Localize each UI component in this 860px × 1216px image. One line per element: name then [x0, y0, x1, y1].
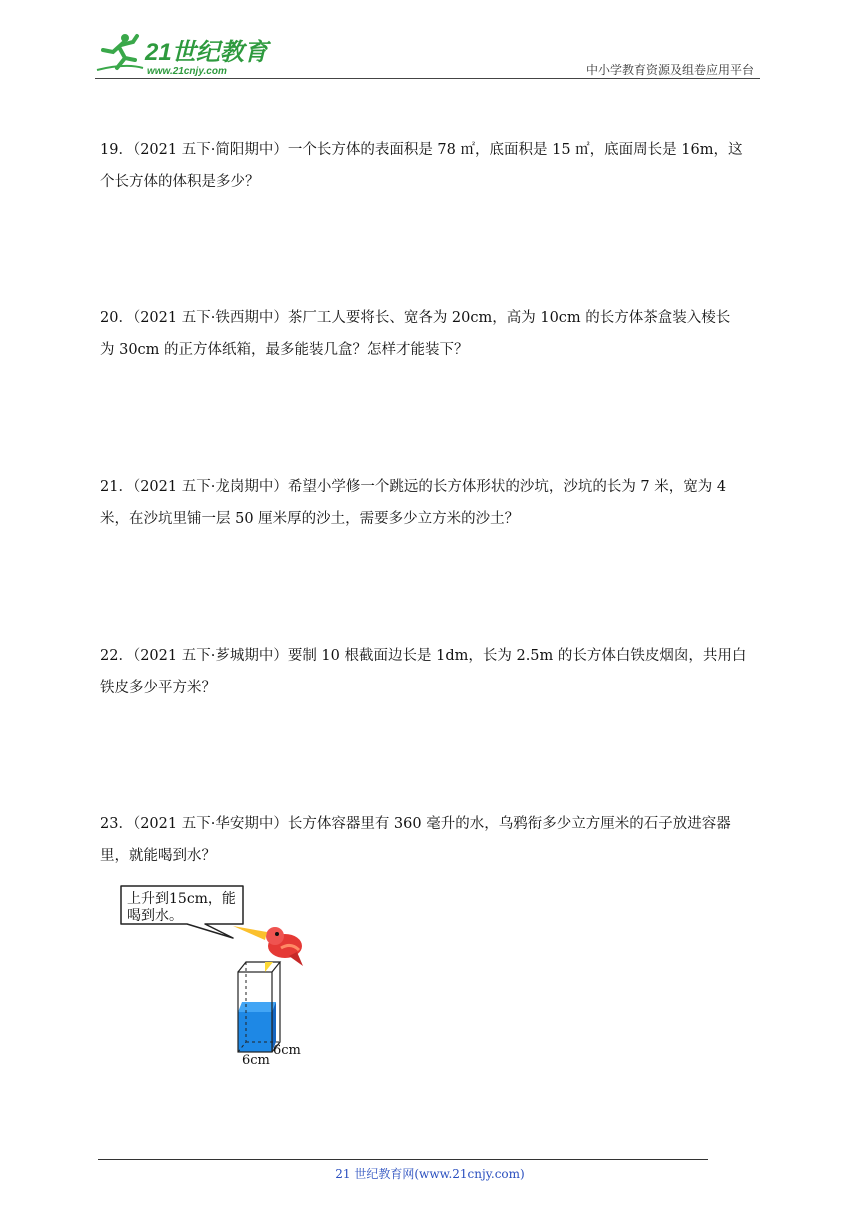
question-text-line: 为 30cm 的正方体纸箱，最多能装几盒？怎样才能装下？: [100, 342, 469, 358]
header-divider: [95, 78, 760, 79]
page-header: [95, 30, 760, 80]
question-20: [100, 302, 765, 366]
page-footer: 21 世纪教育网(www.21cnjy.com): [335, 1167, 525, 1181]
question-text-line: 个长方体的体积是多少？: [100, 174, 260, 190]
crow-container-figure: [115, 880, 315, 1070]
front-dimension-label: 6cm: [242, 1053, 270, 1068]
container-prism: [238, 962, 280, 1052]
question-22: [100, 640, 765, 704]
question-21: [100, 471, 765, 535]
speech-bubble: [121, 886, 243, 938]
logo-url: www.21cnjy.com: [147, 66, 227, 77]
crow-icon: [233, 926, 303, 966]
bubble-text-line1: 上升到15cm，能: [127, 891, 236, 907]
question-text-line: 里，就能喝到水？: [100, 848, 216, 864]
question-text-line: 铁皮多少平方米？: [100, 680, 216, 696]
header-tagline: 中小学教育资源及组卷应用平台: [585, 63, 754, 77]
question-23: [100, 808, 765, 872]
footer-divider: [98, 1159, 708, 1160]
question-text-line: 20．（2021 五下·铁西期中）茶厂工人要将长、宽各为 20cm，高为 10cm 的长方体茶盒装入棱长: [100, 310, 731, 326]
question-text-line: 23．（2021 五下·华安期中）长方体容器里有 360 毫升的水，乌鸦衔多少立方厘米的石子放进容器: [100, 816, 731, 832]
question-text-line: 22．（2021 五下·芗城期中）要制 10 根截面边长是 1dm，长为 2.5m 的长方体白铁皮烟囱，共用白: [100, 648, 747, 664]
question-text-line: 19．（2021 五下·简阳期中）一个长方体的表面积是 78 ㎡，底面积是 15 ㎡，底面周长是 16m，这: [100, 142, 743, 158]
logo-text: 21世纪教育: [145, 39, 268, 66]
bubble-text-line2: 喝到水。: [127, 908, 183, 924]
question-text-line: 米，在沙坑里铺一层 50 厘米厚的沙土，需要多少立方米的沙土？: [100, 511, 520, 527]
question-text-line: 21．（2021 五下·龙岗期中）希望小学修一个跳远的长方体形状的沙坑，沙坑的长为 7 米，宽为 4: [100, 479, 727, 495]
site-logo: [95, 30, 275, 80]
question-19: [100, 134, 765, 198]
runner-icon: [97, 34, 143, 70]
side-dimension-label: 6cm: [273, 1043, 301, 1058]
